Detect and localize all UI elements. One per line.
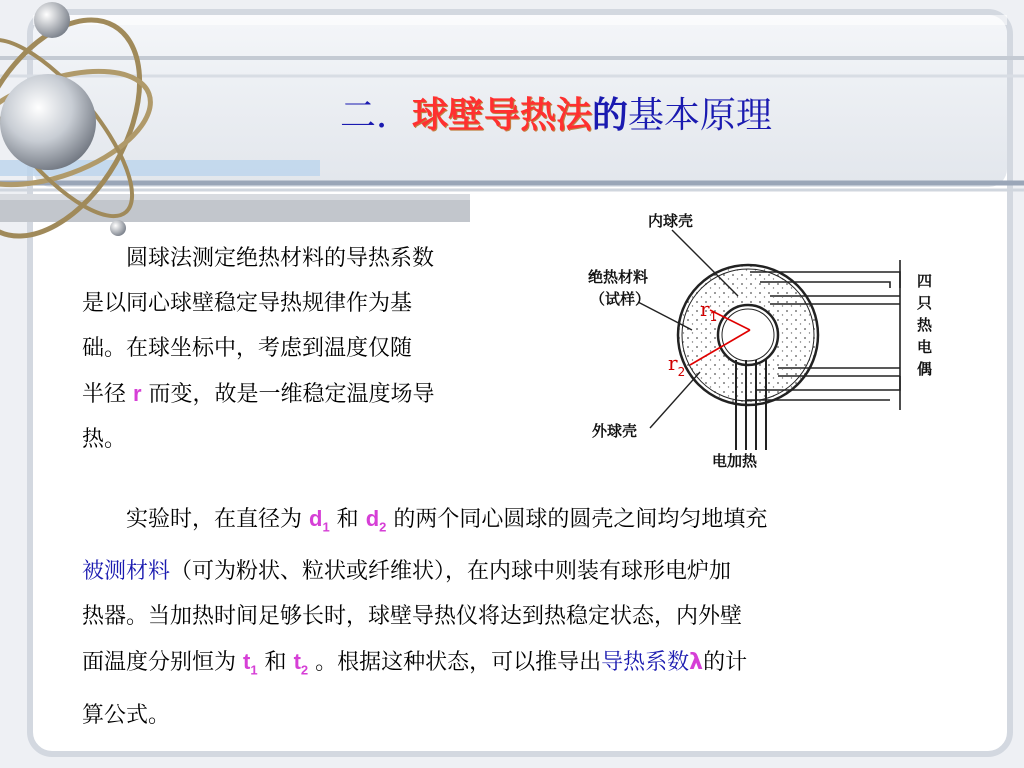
var-subscript: 2 (379, 519, 387, 535)
text-run: 的计 (703, 650, 748, 676)
experiment-line (82, 549, 962, 594)
intro-line: 础。在球坐标中，考虑到温度仅随 (82, 336, 413, 361)
var-subscript: 2 (300, 662, 309, 678)
r2-subscript: 2 (677, 365, 686, 379)
var-subscript: 1 (250, 662, 258, 678)
var-symbol: d (309, 506, 323, 531)
thermocouple-char: 热 (917, 316, 933, 334)
thermocouple-char: 只 (917, 294, 933, 312)
intro-paragraph (82, 236, 542, 462)
r1-subscript: 1 (709, 310, 718, 324)
heater-label: 电加热 (712, 452, 758, 470)
text-run: 而变，故是一维稳定温度场导 (141, 382, 435, 407)
thermocouple-label (917, 272, 933, 378)
experiment-line: 热器。当加热时间足够长时，球壁导热仪将达到热稳定状态，内外壁 (82, 604, 743, 630)
r1-symbol: r (700, 297, 710, 321)
thermocouple-char: 四 (917, 272, 933, 290)
experiment-line (82, 496, 962, 549)
var-symbol: t (243, 649, 251, 675)
outer-shell-label: 外球壳 (592, 422, 638, 440)
title-prefix: 二． (340, 95, 413, 136)
insulation-label: 绝热材料 (588, 268, 649, 286)
tested-material-term: 被测材料 (82, 559, 171, 585)
text-run: 面温度分别恒为 (82, 650, 243, 676)
insulation-sample-label: （试样） (590, 290, 651, 308)
diameter-d1 (309, 506, 330, 535)
experiment-paragraph (82, 496, 962, 738)
title-highlight: 球壁导热法 (412, 95, 593, 136)
temperature-t1 (243, 649, 258, 678)
text-run: 和 (329, 507, 366, 532)
text-run: 半径 (82, 382, 133, 407)
conductivity-term: 导热系数 (601, 650, 690, 676)
var-subscript: 1 (322, 519, 330, 535)
inner-shell-label: 内球壳 (648, 212, 694, 230)
intro-line: 热。 (82, 427, 127, 452)
title-suffix: 基本原理 (628, 95, 773, 136)
experiment-line (82, 639, 962, 692)
text-run: 和 (257, 650, 294, 676)
diameter-d2 (365, 506, 387, 535)
text-run: 实验时，在直径为 (126, 507, 309, 532)
spherical-shell-diagram (560, 200, 960, 478)
radius-variable: r (133, 381, 142, 406)
intro-line: 是以同心球壁稳定导热规律作为基 (82, 291, 413, 316)
intro-line (82, 371, 542, 417)
experiment-line: 算公式。 (82, 702, 171, 728)
title-de: 的 (592, 95, 629, 136)
text-run: （可为粉状、粒状或纤维状），在内球中则装有球形电炉加 (170, 559, 732, 585)
thermocouple-char: 电 (917, 338, 933, 356)
text-run: 。根据这种状态，可以推导出 (308, 650, 602, 676)
text-run: 的两个同心圆球的圆壳之间均匀地填充 (386, 507, 768, 532)
thermocouple-char: 偶 (917, 360, 933, 378)
temperature-t2 (293, 649, 309, 678)
page-title (340, 92, 772, 140)
lambda-symbol: λ (689, 650, 704, 676)
intro-line: 圆球法测定绝热材料的导热系数 (126, 246, 435, 271)
r2-symbol: r (668, 351, 678, 375)
var-symbol: t (293, 649, 301, 675)
var-symbol: d (365, 506, 380, 531)
